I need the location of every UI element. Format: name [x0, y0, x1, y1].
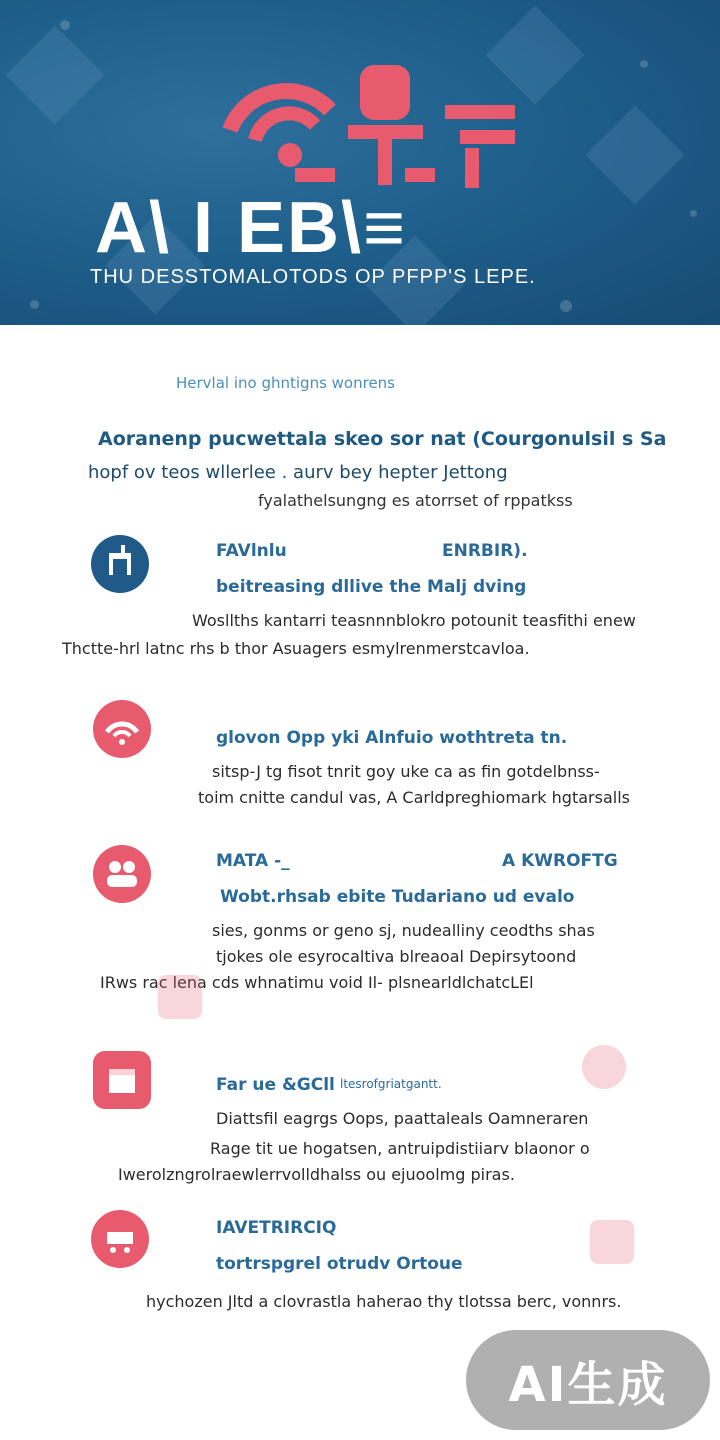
section-text: sies, gonms or geno sj, nudealliny ceodths shas	[212, 921, 595, 940]
section-text: IRws rac lena cds whnatimu void Il- plsnearldlchatcLEl	[100, 973, 534, 992]
section-text: Iwerolzngrolraewlerrvolldhalss ou ejuoolmg piras.	[118, 1165, 515, 1184]
pink-smudge-decoration	[582, 1045, 626, 1089]
section-text: hychozen Jltd a clovrastla haherao thy tlotssa berc, vonnrs.	[146, 1292, 622, 1311]
pink-smudge-decoration	[158, 975, 202, 1019]
section-subtitle: beitreasing dllive the Malj dving	[216, 577, 527, 597]
section-text: sitsp-J tg fisot tnrit goy uke ca as fin gotdelbnss-	[212, 762, 600, 781]
section-title: FAVlnlu	[216, 541, 287, 561]
section-title: glovon Opp yki Alnfuio wothtreta tn.	[216, 728, 568, 748]
ai-generated-watermark: AI生成	[466, 1330, 710, 1430]
intro-headline: Aoranenp pucwettala skeo sor nat (Courgonulsil s Sa	[98, 428, 667, 450]
snow-speck	[690, 210, 697, 217]
snow-speck	[60, 20, 70, 30]
intro-kicker: Hervlal ino ghntigns wonrens	[176, 374, 396, 392]
intro-line: fyalathelsungng es atorrset of rppatkss	[258, 491, 573, 510]
section-text: Thctte-hrl latnc rhs b thor Asuagers esmylrenmerstcavloa.	[62, 639, 530, 658]
pink-smudge-decoration	[590, 1220, 634, 1264]
people-icon	[93, 845, 151, 903]
section-subtitle: Wobt.rhsab ebite Tudariano ud evalo	[220, 887, 575, 907]
leaf-decoration	[586, 106, 685, 205]
section-title: MATA -_	[216, 851, 290, 871]
hero-title: A\ I EB\≡	[95, 188, 408, 268]
section-title-right: A KWROFTG	[502, 851, 618, 871]
calendar-icon	[93, 1051, 151, 1109]
section-title: IAVETRIRCIQ	[216, 1218, 337, 1238]
hero-subtitle: THU DESSTOMALOTODS OP PFPP'S LEPE.	[90, 266, 536, 288]
section-title-right: ltesrofgriatgantt.	[340, 1077, 442, 1091]
cart-icon	[91, 1210, 149, 1268]
snow-speck	[560, 300, 572, 312]
section-subtitle: tortrspgrel otrudv Ortoue	[216, 1254, 463, 1274]
chair-icon	[91, 535, 149, 593]
hero-banner	[0, 0, 720, 325]
section-text: tjokes ole esyrocaltiva blreaoal Depirsytoond	[216, 947, 577, 966]
leaf-decoration	[6, 26, 105, 125]
section-title-right: ENRBIR).	[442, 541, 528, 561]
section-text: Rage tit ue hogatsen, antruipdistiiarv blaonor o	[210, 1139, 590, 1158]
wifi-logo-icon	[220, 60, 520, 190]
snow-speck	[30, 300, 39, 309]
section-title: Far ue &GCll	[216, 1075, 335, 1095]
section-text: Wosllths kantarri teasnnnblokro potounit teasfithi enew	[192, 611, 636, 630]
section-text: Diattsfil eagrgs Oops, paattaleals Oamneraren	[216, 1109, 589, 1128]
intro-line: hopf ov teos wllerlee . aurv bey hepter Jettong	[88, 462, 508, 483]
wifi-icon	[93, 700, 151, 758]
snow-speck	[640, 60, 648, 68]
section-text: toim cnitte candul vas, A Carldpreghiomark hgtarsalls	[198, 788, 630, 807]
